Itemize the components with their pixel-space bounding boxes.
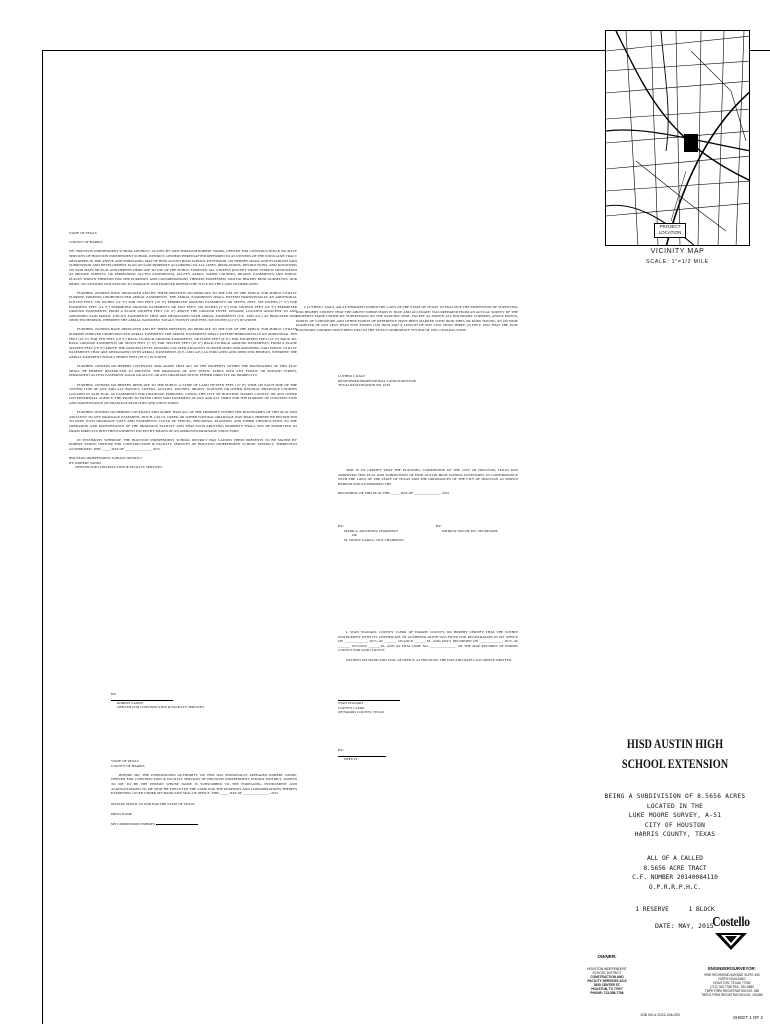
ack-paragraph: BEFORE ME, THE UNDERSIGNED AUTHORITY, ON THIS DAY PERSONALLY APPEARED ROBERT SANDS, OFFICER FOR CONSTRUCTION & FACILITY SERVICES OF HOUSTON INDEPENDENT SCHOOL DISTRICT, KNOWN TO ME TO BE THE PERSON WHOSE NAME IS SUBSCRIBED TO THE FOREGOING INSTRUMENT AND ACKNOWLEDGED TO ME THAT HE EXECUTED THE SAME FOR THE PURPOSES AND CONSIDERATIONS THEREIN EXPRESSED. GIVEN UNDER MY HAND AND SEAL OF OFFICE, THIS _____ DAY OF _______________, 2015	[111, 772, 297, 796]
engineer-line-6: TBPLS FIRM REGISTRATION NO. 100486	[701, 993, 763, 997]
engineer-heading: ENGINEER/SURVEYOR:	[708, 966, 756, 971]
called-line-4: O.P.R.R.P.H.C.	[648, 883, 702, 891]
title-block	[585, 734, 765, 913]
sheet-number: SHEET 1 OF 2	[733, 1015, 763, 1020]
owner-org: HOUSTON INDEPENDENT SCHOOL DISTRICT	[69, 456, 143, 461]
owner-signature-intro	[69, 456, 297, 470]
acknowledgment-block	[111, 759, 297, 831]
engineer-line-1: 9990 RICHMOND AVENUE SUITE 450	[704, 973, 760, 977]
desc-line-1: BEING A SUBDIVISION OF 8.5656 ACRES	[604, 793, 746, 800]
clerk-county: OF HARRIS COUNTY, TEXAS	[338, 710, 385, 715]
print-name-line: PRINT NAME	[111, 812, 133, 817]
owner-dedication-column	[69, 231, 297, 470]
reserve-block-count	[585, 906, 765, 913]
surveyor-signature-block	[338, 374, 416, 388]
vicinity-map-drawing	[606, 31, 750, 246]
owner-line-2: SCHOOL DISTRICT	[592, 971, 622, 975]
desc-line-2: LOCATED IN THE	[646, 802, 704, 810]
owner-by: BY: ROBERT SANDS	[69, 460, 102, 465]
dedication-paragraph: WE, HOUSTON INDEPENDENT SCHOOL DISTRICT, ACTING BY AND THROUGH ROBERT SANDS, OFFICER FOR CONSTRUCTION & FACILITY SERVICES OF HOUSTON INDEPENDENT SCHOOL DISTRICT, OWNERS HEREINAFTER REFERRED TO AS OWNERS OF THE 8.5656 ACRE TRACT DESCRIBED IN THE ABOVE AND FOREGOING MAP OF HISD AUSTIN HIGH SCHOOL EXTENSION, DO HEREBY MAKE AND ESTABLISH SAID SUBDIVISION AND DEVELOPMENT PLAN OF SAID PROPERTY ACCORDING TO ALL LINES, DEDICATIONS, RESTRICTIONS, AND NOTATIONS ON SAID MAPS OR PLAT AND HEREBY DEDICATE TO USE OF THE PUBLIC FOREVER, ALL STREETS (EXCEPT THOSE STREETS DESIGNATED AS PRIVATE STREETS, OR PERMANENT ACCESS EASEMENTS), ALLEYS, PARKS, WATER COURSES, DRAINS, EASEMENTS AND PUBLIC PLACES SHOWN THEREON FOR THE PURPOSES AND CONSIDERATIONS THEREIN EXPRESSED; AND DO HEREBY BIND OURSELVES, OUR HEIRS, SUCCESSORS AND ASSIGNS TO WARRANT AND FOREVER DEFEND THE TITLE ON THE LAND SO DEDICATED.	[69, 249, 297, 286]
septic-covenant-paragraph: FURTHER, OWNERS DO HEREBY COVENANT AND AGREE THAT ALL OF THE PROPERTY WITHIN THE BOUNDARIES OF THIS PLAT SHALL BE HEREBY RESTRICTED TO PREVENT THE DRAINAGE OF ANY SEPTIC TANKS INTO ANY PUBLIC OR PRIVATE STREET, PERMANENT ACCESS EASEMENT, ROAD OR ALLEY, OR ANY DRAINAGE DITCH, EITHER DIRECTLY OR INDIRECTLY.	[69, 364, 297, 378]
clerk-signature-block	[338, 697, 400, 715]
called-line-2: 8.5656 ACRE TRACT	[643, 864, 707, 872]
costello-logo-word: Costello	[712, 915, 750, 930]
owner-line-6: HOUSTON, TX 77007	[591, 987, 623, 991]
planning-signature-right	[436, 524, 498, 533]
owner-heading: OWNER:	[597, 954, 617, 959]
owner-signature-block	[111, 692, 204, 710]
plat-date: DATE: MAY, 2015	[655, 922, 714, 930]
engineer-info	[700, 966, 764, 997]
planning-or: OR	[352, 533, 357, 538]
recording-line: RECORDING OF THIS PLAT THIS _____ DAY OF _______________, 2015.	[338, 490, 450, 495]
clerk-name: STAN STANART	[338, 701, 364, 705]
commission-label: MY COMMISSION EXPIRES	[111, 821, 155, 826]
clerk-title: COUNTY CLERK	[338, 705, 365, 710]
commission-blank	[156, 822, 198, 825]
job-number: JOB NO.# 2013-246-003	[640, 1013, 680, 1017]
county-heading: COUNTY OF HARRIS	[69, 240, 103, 245]
notary-line: NOTARY PUBLIC IN AND FOR THE STATE OF TEXAS	[111, 801, 195, 806]
engineer-line-2: NORTH BUILDING	[718, 977, 746, 981]
surveyor-rpls: REGISTERED PROFESSIONAL LAND SURVEYOR	[338, 378, 416, 383]
drainage-strip-paragraph: FURTHER, OWNERS DO HEREBY DEDICATE TO THE PUBLIC A STRIP OF LAND FIFTEEN FEET (15' 0") WIDE ON EACH SIDE OF THE CENTER LINE OF ANY AND ALL BAYOUS, CREEKS, GULLIES, RAVINES, DRAWS, SLOUGHS OR OTHER NATURAL DRAINAGE COURSES LOCATED IN SAID PLAT, AS EASEMENTS FOR DRAINAGE PURPOSES, GIVING THE CITY OF HOUSTON, HARRIS COUNTY, OR ANY OTHER GOVERNMENTAL AGENCY, THE RIGHT TO ENTER UPON SAID EASEMENT AT ANY AND ALL TIMES FOR THE PURPOSE OF CONSTRUCTION AND MAINTENANCE OF DRAINAGE FACILITIES AND STRUCTURES.	[69, 382, 297, 405]
planning-commission-block	[338, 468, 518, 500]
aerial-easement-paragraph-2: FURTHER, OWNERS HAVE DEDICATED AND BY THESE PRESENTS DO DEDICATE TO THE USE OF THE PUBLIC FOR PUBLIC UTILITY PURPOSE FOREVER UNOBSTRUCTED AERIAL EASEMENT. THE AERIAL EASEMENTS SHALL EXTEND HORIZONTALLY AN ADDITIONAL TEN FEET (10' 0") FOR TEN FEET (10' 0") BACK-TO-BACK GROUND EASEMENTS, OR EIGHT FEET (8' 0") FOR FOURTEEN FEET (14' 0") BACK-TO-BACK GROUND EASEMENTS OR SEVEN FEET (7' 0") FOR SIXTEEN FEET (16' 0") BACK-TO-BACK GROUND EASEMENTS, FROM A PLANE SIXTEEN FEET (16' 0") ABOVE THE GROUND LEVEL UPWARD, LOCATED ADJACENT TO BOTH SIDES AND ADJOINING SAID PUBLIC UTILITY EASEMENTS THAT ARE DESIGNATED WITH AERIAL EASEMENTS (U.E. AND A.E.) AS INDICATED AND DEPICTED HEREON, WHEREBY THE AERIAL EASEMENT TOTALS THIRTY FEET (30' 0") IN WIDTH.	[69, 327, 297, 360]
owner-signature-by: BY:	[111, 692, 117, 696]
county-clerk-block	[338, 630, 518, 667]
project-location-label: PROJECT LOCATION	[654, 223, 686, 238]
aerial-easement-paragraph-1: FURTHER, OWNERS HAVE DEDICATED AND BY THESE PRESENTS DO DEDICATE TO THE USE OF THE PUBLIC FOR PUBLIC UTILITY PURPOSE FOREVER UNOBSTRUCTED AERIAL EASEMENTS. THE AERIAL EASEMENTS SHALL EXTEND HORIZONTALLY AN ADDITIONAL ELEVEN FEET, SIX INCHES (11' 6") FOR TEN FEET (10' 0") PERIMETER GROUND EASEMENTS OR SEVEN, FEET, SIX INCHES (7' 6") FOR FOURTEEN FEET (14' 0") PERIMETER GROUND EASEMENTS OR FIVE FEET, SIX INCHES (5' 6") FOR SIXTEEN FEET (16' 0") PERIMETER GROUND EASEMENTS, FROM A PLANE SIXTEEN FEET (16' 0") ABOVE THE GROUND LEVEL UPWARD, LOCATED ADJACENT TO AND ADJOINING SAID PUBLIC UTILITY EASEMENTS THAT ARE DESIGNATED WITH AERIAL EASEMENTS (U.E. AND A.E.) AS INDICATED AND DEPICTED HEREON, WHEREBY THE AERIAL EASEMENT TOTALS TWENTY ONE FEET, SIX INCHES (21' 6") IN WIDTH.	[69, 290, 297, 323]
surveyor-name: LUTHER J. DALY	[338, 374, 366, 378]
deputy-by: BY:	[338, 748, 344, 752]
desc-line-5: HARRIS COUNTY, TEXAS	[634, 831, 716, 839]
project-site-marker	[684, 134, 698, 152]
planning-signature-left	[338, 524, 404, 542]
state-heading: STATE OF TEXAS	[69, 231, 97, 235]
block-count: 1 BLOCK	[688, 906, 715, 914]
vicinity-map	[605, 30, 750, 246]
owner-signature-name: ROBERT SANDS	[117, 700, 143, 705]
owner-line-5: 3830 CENTER ST.	[593, 983, 621, 987]
surveyor-certificate-column	[296, 305, 518, 337]
deputy-signature-block	[338, 748, 386, 761]
surveyor-registration: TEXAS REGISTRATION NO. 6138	[338, 383, 390, 388]
clerk-certificate: I, STAN STANART, COUNTY CLERK OF HARRIS COUNTY, DO HEREBY CERTIFY THAT THE WITHIN INSTRUMENT WITH ITS CERTIFICATE OF AUTHENTICATION WAS FILED FOR REGISTRATION IN MY OFFICE ON _____________, 2015, AT _______ O'CLOCK _______M., AND DULY RECORDED ON _____________, 2015, AT _______ O'CLOCK _______M., AND AT FILM CODE NO. _______________ OF THE MAP RECORDS OF HARRIS COUNTY FOR SAID COUNTY.	[338, 630, 518, 653]
vicinity-map-panel	[605, 30, 750, 271]
drainage-covenant-paragraph: FURTHER, OWNERS DO HEREBY COVENANT AND AGREE THAT ALL OF THE PROPERTY WITHIN THE BOUNDARIES OF THIS PLAT AND ADJACENT TO ANY DRAINAGE EASEMENT, DITCH, GULLY, CREEK OR OTHER NATURAL DRAINAGE WAY SHALL HEREBY BE RESTRICTED TO KEEP SUCH DRAINAGE WAYS AND EASEMENTS CLEAR OF FENCES, BUILDINGS, PLANTING AND OTHER OBSTRUCTIONS TO THE OPERATION AND MAINTENANCE OF THE DRAINAGE FACILITY AND THAT SUCH ABUTTING PROPERTY SHALL NOT BE PERMITTED TO DRAIN DIRECTLY INTO THIS EASEMENT EXCEPT BY MEANS OF AN APPROVED DRAINAGE STRUCTURE.	[69, 410, 297, 433]
engineer-line-3: HOUSTON, TEXAS 77042	[713, 981, 751, 985]
owner-signature-title: OFFICER FOR CONSTRUCTION & FACILITY SERVICES	[117, 705, 205, 710]
planning-certificate: THIS IS TO CERTIFY THAT THE PLANNING COMMISSION OF THE CITY OF HOUSTON, TEXAS HAS APPROVED THIS PLAT AND SUBDIVISION OF HISD AUSTIN HIGH SCHOOL EXTENSION, IN CONFORMANCE WITH THE LAWS OF THE STATE OF TEXAS AND THE ORDINANCES OF THE CITY OF HOUSTON AS SHOWN HEREON AND AUTHORIZED THE	[338, 468, 518, 486]
surveyor-certificate: I, LUTHER J. DALY, AM AUTHORIZED UNDER THE LAWS OF THE STATE OF TEXAS TO PRACTICE THE PROFESSION OF SURVEYING AND HEREBY CERTIFY THAT THE ABOVE SUBDIVISION IS TRUE AND ACCURATE; WAS PREPARED FROM AN ACTUAL SURVEY OF THE PROPERTY MADE UNDER MY SUPERVISION ON THE GROUND; THAT, EXCEPT AS SHOWN ALL BOUNDARY CORNERS, ANGLE POINTS, POINTS OF CURVATURE AND OTHER POINTS OF REFERENCE HAVE BEEN MARKED WITH IRON PIPES OR RODS HAVING AN OUTSIDE DIAMETER OF NOT LESS THAN FIVE EIGHTS (5/8) INCH AND A LENGTH OF NOT LESS THAN THREE (3) FEET; AND THAT THE PLAT BOUNDARY CORNERS HAVE BEEN TIED TO THE TEXAS COORDINATE SYSTEM OF 1983, CENTRAL ZONE.	[296, 305, 518, 332]
planning-by-1: BY:	[338, 524, 344, 528]
owner-line-1: HOUSTON INDEPENDENT	[587, 967, 627, 971]
vicinity-map-scale: SCALE: 1"=1/2 MILE	[646, 259, 709, 265]
planning-vice-chairman: M. SONNY GARZA, VICE CHAIRMAN	[344, 537, 404, 542]
plat-title-line-2: SCHOOL EXTENSION	[621, 757, 729, 771]
owner-line-7: PHONE: 713-556-7786	[590, 991, 624, 995]
called-line-3: C.F. NUMBER 20140084110	[632, 874, 718, 882]
commission-line	[111, 822, 297, 827]
ack-state: STATE OF TEXAS	[111, 759, 139, 763]
desc-line-4: CITY OF HOUSTON	[644, 821, 706, 829]
plat-title-line-1: HISD AUSTIN HIGH	[626, 737, 724, 751]
called-line-1: ALL OF A CALLED	[647, 854, 703, 862]
planning-by-2: BY:	[436, 524, 442, 528]
desc-line-3: LUKE MOORE SURVEY, A-51	[628, 812, 722, 820]
deputy-label: DEPUTY	[344, 756, 358, 761]
owner-line-3: CONSTRUCTION AND	[590, 975, 624, 979]
planning-chairman: MARK A. KILKENNY, CHAIRMAN	[344, 528, 398, 533]
called-tract	[585, 854, 765, 892]
clerk-witness: WITNESS MY HAND AND SEAL OF OFFICE, AT HOUSTON, THE DAY AND DATE LAST ABOVE WRITTEN.	[346, 657, 513, 662]
testimony-paragraph: IN TESTIMONY WHEREOF, THE HOUSTON INDEPENDENT SCHOOL DISTRICT HAS CAUSED THESE PRESENTS TO BE SIGNED BY ROBERT SANDS, OFFICER FOR CONSTRUCTION & FACILITY SERVICES OF HOUSTON INDEPENDENT SCHOOL DISTRICT, THEREUNTO AUTHORIZED, THIS _____ DAY OF _______________, 2015.	[69, 437, 297, 451]
owner-info	[580, 954, 634, 995]
owner-title: OFFICER FOR CONSTRUCTION & FACILITY SERVICES	[75, 465, 163, 470]
owner-line-4: FACILITY SERVICES 4210	[587, 979, 627, 983]
plat-description	[585, 792, 765, 840]
ack-county: COUNTY OF HARRIS	[111, 763, 145, 768]
costello-logo	[701, 915, 761, 956]
engineer-line-4: (713) 783-7788 FAX: 783-3580	[710, 985, 754, 989]
planning-secretary: PATRICK WALSH, P.E., SECRETARY	[442, 528, 499, 533]
vicinity-map-title: VICINITY MAP	[650, 248, 705, 255]
reserve-count: 1 RESERVE	[635, 906, 669, 914]
engineer-line-5: TBPE FIRM REGISTRATION NO. 280	[704, 989, 760, 993]
costello-logo-mark	[714, 931, 748, 951]
